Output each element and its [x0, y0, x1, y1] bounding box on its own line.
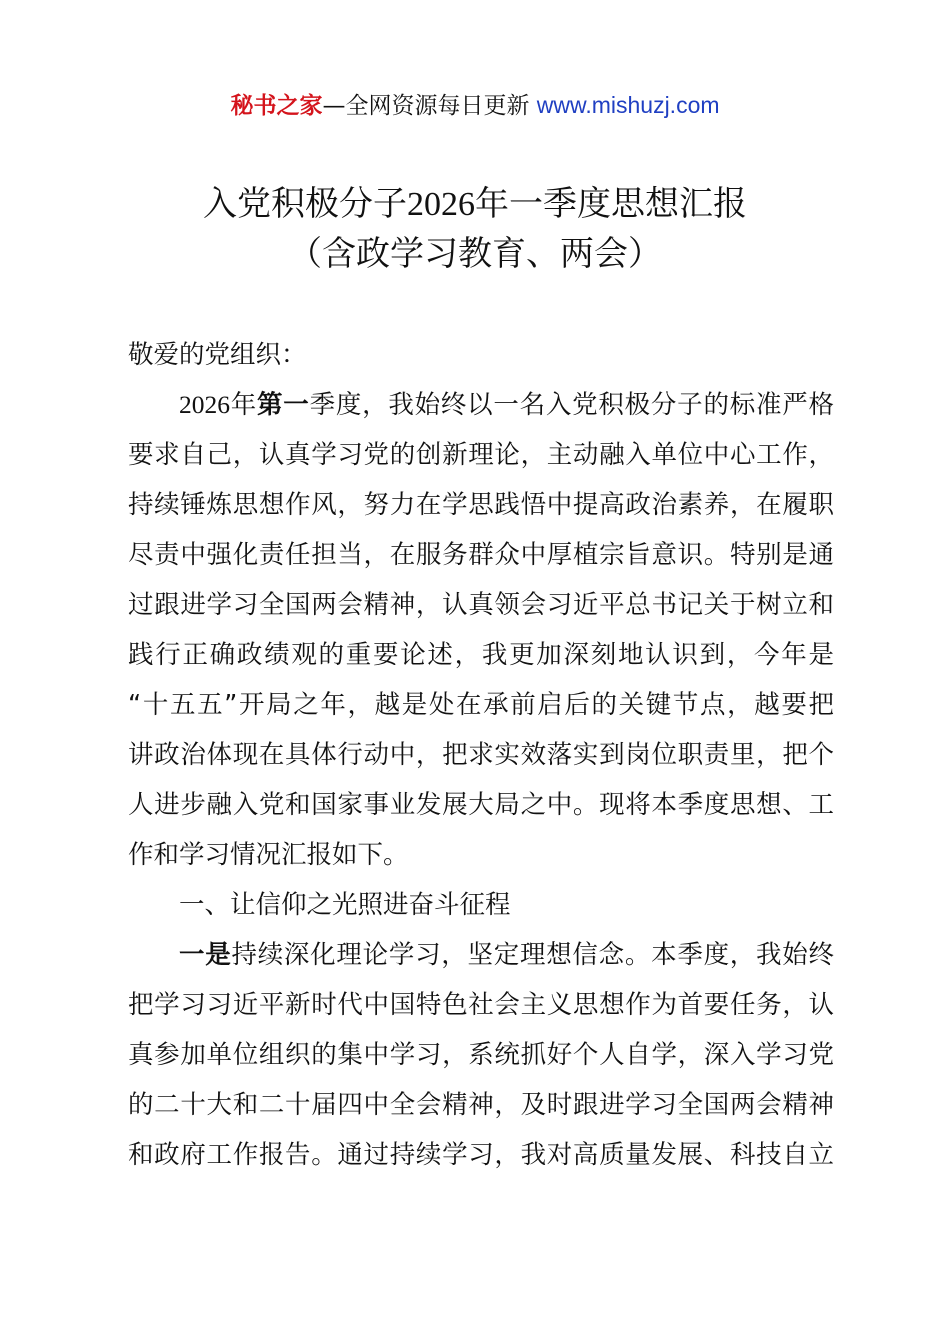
- paragraph-1-line: 人进步融入党和国家事业发展大局之中。现将本季度思想、工: [128, 790, 834, 820]
- document-body: [128, 330, 834, 1180]
- paragraph-1-line: 过跟进学习全国两会精神，认真领会习近平总书记关于树立和: [128, 590, 834, 620]
- document-subtitle: （含政学习教育、两会）: [288, 234, 662, 274]
- paragraph-1-line: 践行正确政绩观的重要论述，我更加深刻地认识到，今年是: [128, 640, 834, 670]
- p1-bold-lead: 第一: [257, 390, 310, 420]
- paragraph-2-line-1: [128, 930, 834, 980]
- site-brand: 秘书之家: [230, 93, 323, 119]
- paragraph-1-line-1: [128, 380, 834, 430]
- p1-line1-rest: 季度，我始终以一名入党积极分子的标准严格: [309, 390, 834, 420]
- paragraph-1-line: 尽责中强化责任担当，在服务群众中厚植宗旨意识。特别是通: [128, 540, 834, 570]
- paragraph-2-line: 真参加单位组织的集中学习，系统抓好个人自学，深入学习党: [128, 1040, 834, 1070]
- document-title: [0, 180, 950, 229]
- title-prefix: 入党积极分子: [203, 184, 407, 224]
- paragraph-1-line: 持续锤炼思想作风，努力在学思践悟中提高政治素养，在履职: [128, 490, 834, 520]
- section-1-heading: 一、让信仰之光照进奋斗征程: [179, 890, 511, 920]
- paragraph-2-line: 的二十大和二十届四中全会精神，及时跟进学习全国两会精神: [128, 1090, 834, 1120]
- site-url[interactable]: www.mishuzj.com: [536, 92, 720, 118]
- paragraph-1-line: “十五五”开局之年，越是处在承前启后的关键节点，越要把: [128, 690, 834, 720]
- site-header: [0, 88, 950, 123]
- p2-line1-rest: 持续深化理论学习，坚定理想信念。本季度，我始终: [231, 940, 834, 970]
- paragraph-2-line: 和政府工作报告。通过持续学习，我对高质量发展、科技自立: [128, 1140, 834, 1170]
- paragraph-2-line: 把学习习近平新时代中国特色社会主义思想作为首要任务，认: [128, 990, 834, 1020]
- p1-year-suffix: 年: [230, 390, 258, 420]
- paragraph-1-last-line: 作和学习情况汇报如下。: [128, 840, 409, 870]
- title-year: 2026: [407, 186, 475, 223]
- paragraph-1-line: 要求自己，认真学习党的创新理论，主动融入单位中心工作，: [128, 440, 834, 470]
- p1-year: 2026: [179, 390, 230, 419]
- p2-bold-lead: 一是: [179, 940, 232, 970]
- salutation: 敬爱的党组织：: [128, 340, 307, 370]
- site-slogan: —全网资源每日更新: [322, 93, 537, 119]
- paragraph-1-line: 讲政治体现在具体行动中，把求实效落实到岗位职责里，把个: [128, 740, 834, 770]
- title-suffix: 年一季度思想汇报: [475, 184, 747, 224]
